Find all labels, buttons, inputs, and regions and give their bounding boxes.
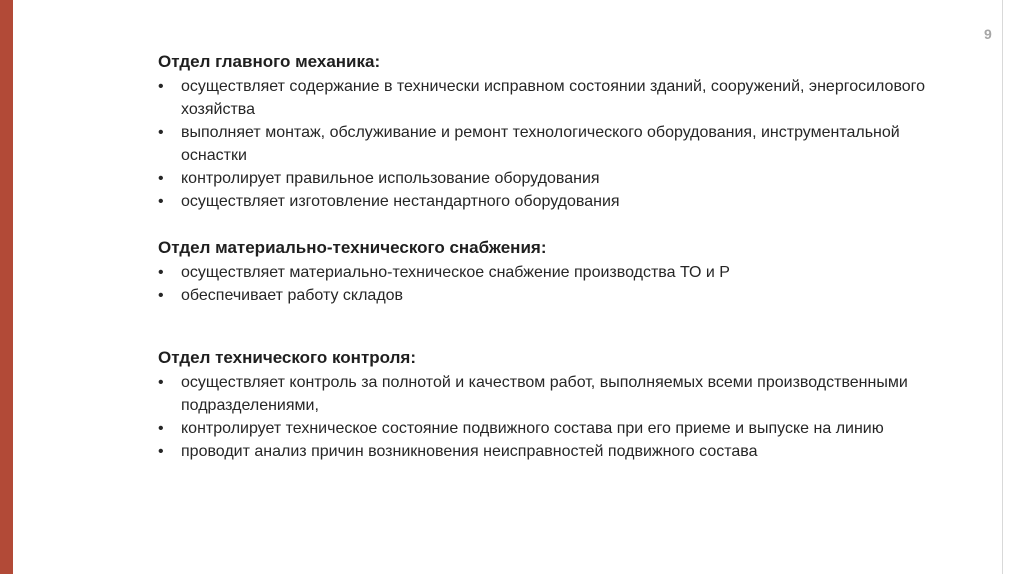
list-item [158,167,938,190]
bullet-icon: • [158,420,164,437]
list-item [158,121,938,167]
bullet-icon: • [158,170,164,187]
section-chief-mechanic [158,51,938,213]
section-title: Отдел материально-технического снабжения: [158,238,547,257]
section-title: Отдел технического контроля: [158,348,416,367]
list-item-text: осуществляет содержание в технически исправном состоянии зданий, сооружений, энергосилового хозяйства [181,78,926,118]
section-title: Отдел главного механика: [158,52,381,71]
list-item-text: осуществляет контроль за полнотой и качеством работ, выполняемых всеми производственными подразделениями, [181,374,908,414]
page-number: 9 [984,26,992,42]
list-item [158,190,938,213]
list-item-text: контролирует правильное использование оборудования [181,170,600,187]
bullet-list [158,75,938,213]
bullet-icon: • [158,287,164,304]
right-divider [1002,0,1003,574]
list-item-text: контролирует техническое состояние подвижного состава при его приеме и выпуске на линию [181,420,884,437]
bullet-icon: • [158,374,164,391]
bullet-list [158,261,938,307]
list-item [158,284,938,307]
bullet-icon: • [158,443,164,460]
list-item-text: осуществляет изготовление нестандартного оборудования [181,193,620,210]
bullet-icon: • [158,78,164,95]
list-item [158,371,938,417]
bullet-icon: • [158,193,164,210]
list-item [158,440,938,463]
section-material-supply [158,237,938,307]
bullet-icon: • [158,124,164,141]
bullet-list [158,371,938,463]
list-item [158,417,938,440]
list-item-text: обеспечивает работу складов [181,287,404,304]
list-item [158,75,938,121]
slide-content [158,51,938,463]
section-technical-control [158,347,938,463]
list-item [158,261,938,284]
list-item-text: выполняет монтаж, обслуживание и ремонт технологического оборудования, инструментальной оснастки [181,124,900,164]
list-item-text: проводит анализ причин возникновения неисправностей подвижного состава [181,443,758,460]
accent-bar [0,0,13,574]
bullet-icon: • [158,264,164,281]
list-item-text: осуществляет материально-техническое снабжение производства ТО и Р [181,264,730,281]
